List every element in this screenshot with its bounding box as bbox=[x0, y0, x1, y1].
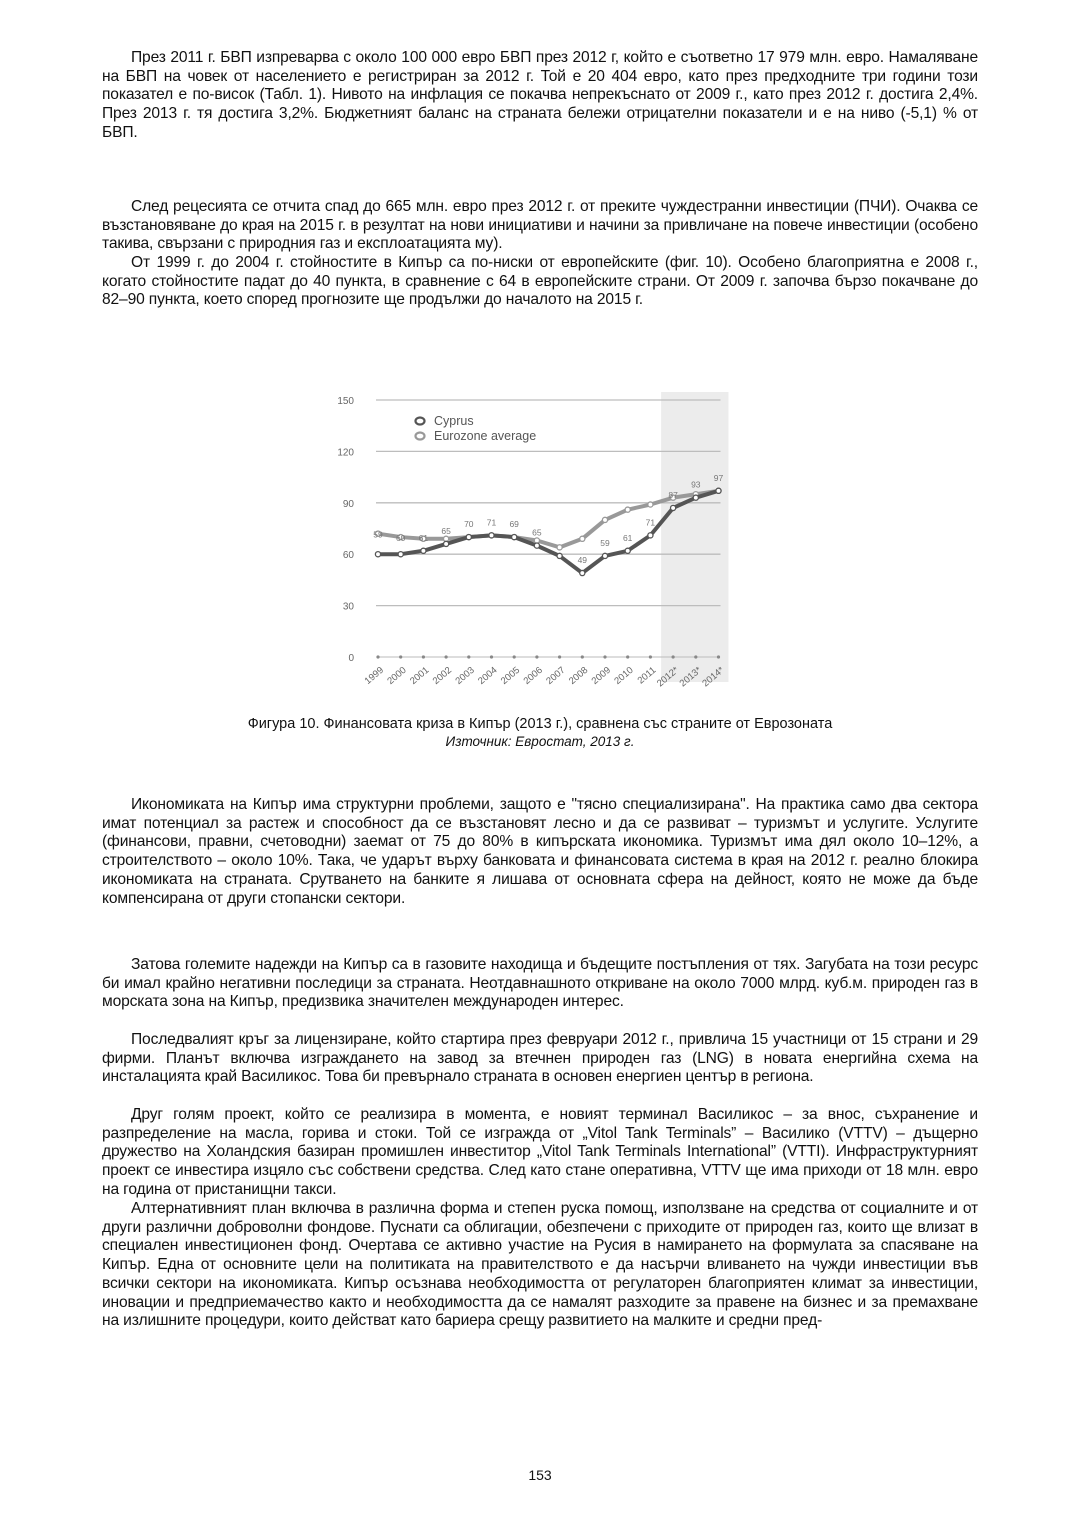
data-label: 65 bbox=[532, 527, 542, 538]
data-label: 70 bbox=[464, 519, 474, 530]
y-tick-label: 60 bbox=[342, 550, 354, 562]
x-tick-label: 2007 bbox=[544, 664, 568, 687]
figure-caption-title: Фигура 10. Финансовата криза в Кипър (2013 г.), сравнена със страните от Еврозоната bbox=[247, 716, 833, 732]
paragraph-fdi: След рецесията се отчита спад до 665 млн. евро през 2012 г. от преките чуждестранни инвестиции (ПЧИ). Очаква се възстановяване до края на 2015 г. в резултат на нови инициативи и начини за привличане на повече инвестиции (особено такива, свързани с природния газ и експлоатацията му). bbox=[102, 198, 978, 253]
legend-label: Cyprus bbox=[434, 414, 474, 428]
line-chart bbox=[330, 385, 750, 695]
y-tick-label: 90 bbox=[342, 498, 354, 510]
paragraph-gdp: През 2011 г. БВП изпреварва с около 100 000 евро БВП през 2012 г, който е съответно 17 979 млн. евро. Намаляване на БВП на човек от населението е регистриран за 2012 г. Той е 20 404 евро, като през предходните три години този показател е по-висок (Табл. 1). Нивото на инфлация се покачва непрекъснато от 2009 г., като през 2012 г. достига 2,4%. През 2013 г. тя достига 3,2%. Бюджетният баланс на страната бележи отрицателни показатели и е на ниво (-5,1) % от БВП. bbox=[102, 49, 978, 141]
x-tick-label: 2001 bbox=[408, 664, 432, 687]
data-label: 61 bbox=[622, 532, 633, 543]
x-tick-label: 2006 bbox=[521, 664, 545, 687]
data-label: 65 bbox=[441, 525, 451, 536]
x-tick-label: 2010 bbox=[612, 664, 636, 687]
data-label: 87 bbox=[668, 489, 678, 500]
legend-label: Eurozone average bbox=[434, 429, 537, 443]
paragraph-gas: Затова големите надежди на Кипър са в газовите находища и бъдещите постъпления от тях. Загубата на този ресурс би имал крайно негативни последици за страната. Неотдавнашното откриване на около 7000 млрд. куб.м. природен газ в морската зона на Кипър, предизвика значителен международен интерес. bbox=[102, 956, 978, 1011]
x-tick-label: 2002 bbox=[430, 664, 455, 687]
page-number: 153 bbox=[528, 1467, 552, 1483]
data-label: 71 bbox=[645, 517, 656, 528]
y-tick-label: 120 bbox=[337, 447, 354, 459]
y-tick-label: 0 bbox=[348, 653, 354, 664]
paragraph-index-values: От 1999 г. до 2004 г. стойностите в Кипър са по-ниски от европейските (фиг. 10). Особено благоприятна е 2008 г., когато стойностите падат до 40 пункта, в сравнение с 64 в европейските страни. От 2009 г. започва бързо покачване до 82–90 пункта, което според прогнозите ще продължи до началото на 2015 г. bbox=[102, 254, 978, 309]
figure-caption bbox=[0, 716, 1080, 750]
data-label: 71 bbox=[486, 517, 497, 528]
y-tick-label: 150 bbox=[337, 396, 354, 407]
x-tick-label: 2000 bbox=[385, 664, 409, 687]
data-label: 97 bbox=[713, 472, 724, 483]
x-tick-label: 2004 bbox=[476, 664, 500, 687]
y-tick-label: 30 bbox=[342, 601, 354, 613]
data-label: 69 bbox=[509, 519, 519, 530]
x-tick-label: 2011 bbox=[635, 664, 659, 687]
x-tick-label: 1999 bbox=[362, 664, 386, 687]
paragraph-structure: Икономиката на Кипър има структурни проблеми, защото е "тясно специализирана". На практика само два сектора имат потенциал за растеж и способност да се възстановят лесно и да се развиват – туризмът и услугите. Услугите (финансови, правни, счетоводни) заемат от 75 до 80% в кипърската икономика. Туризмът има дял около 10–12%, а строителството – около 10%. Така, че ударът върху банковата и финансовата система в края на 2012 г. реално блокира икономиката на страната. Срутването на банките я лишава от основната сфера на дейност, която не може да бъде компенсирана от други стопански сектори. bbox=[102, 796, 978, 907]
figure-caption-source: Източник: Евростат, 2013 г. bbox=[445, 734, 635, 749]
figure-chart bbox=[330, 385, 750, 695]
x-tick-label: 2003 bbox=[453, 664, 477, 687]
x-tick-label: 2012* bbox=[654, 664, 682, 690]
legend-marker-icon bbox=[416, 418, 425, 425]
legend-marker-icon bbox=[416, 433, 425, 440]
data-label: 93 bbox=[691, 479, 701, 490]
x-tick-label: 2014* bbox=[700, 664, 727, 690]
x-tick-label: 2013* bbox=[677, 664, 704, 690]
paragraph-terminal: Друг голям проект, който се реализира в момента, е новият терминал Василикос – за внос, съхранение и разпределение на масла, горива и стоки. Той се изгражда от „Vitol Tank Terminals” – Василико (VTTV) – дъщерно дружество на Холандския базиран промишлен инвеститор „Vitol Tank Terminals International” (VTTI). Инфраструктурният проект се инвестира изцяло със собствени средства. След като стане оперативна, VTTV ще има приходи от 18 млн. евро на година от пристанищни такси. bbox=[102, 1106, 978, 1198]
data-label: 59 bbox=[373, 529, 383, 540]
paragraph-licensing: Последвалият кръг за лицензиране, който стартира през февруари 2012 г., привлича 15 участници от 15 страни и 29 фирми. Планът включва изграждането на завод за втечнен природен газ (LNG) в новата енергийна схема на инсталацията край Василикос. Това би превърнало страната в основен енергиен център в региона. bbox=[102, 1031, 978, 1086]
paragraph-alternative: Алтернативният план включва в различна форма и степен руска помощ, използване на средства от социалните и от други различни доброволни фондове. Пуснати са облигации, обезпечени с приходите от природен газ, които ще влизат в специален инвестиционен фонд. Очертава се активно участие на Русия в намирането на формулата за спасяване на Кипър. Една от основните цели на политиката на правителството е да насърчи вливането на чужди инвестиции във всички сектори на икономиката. Кипър осъзнава необходимостта от регулаторен благоприятен климат за инвестиции, иновации и предприемачество както и необходимостта да се намалят разходите за правене на бизнес и за премахване на излишните процедури, които действат като бариера срещу развитието на малките и средни пред- bbox=[102, 1200, 978, 1330]
forecast-shading bbox=[661, 392, 728, 682]
data-label: 49 bbox=[577, 555, 588, 566]
x-tick-label: 2005 bbox=[498, 664, 523, 687]
data-label: 59 bbox=[600, 537, 610, 548]
x-tick-label: 2008 bbox=[566, 664, 591, 687]
x-tick-label: 2009 bbox=[589, 664, 613, 687]
data-label: 61 bbox=[418, 532, 429, 543]
data-label: 60 bbox=[395, 533, 406, 544]
